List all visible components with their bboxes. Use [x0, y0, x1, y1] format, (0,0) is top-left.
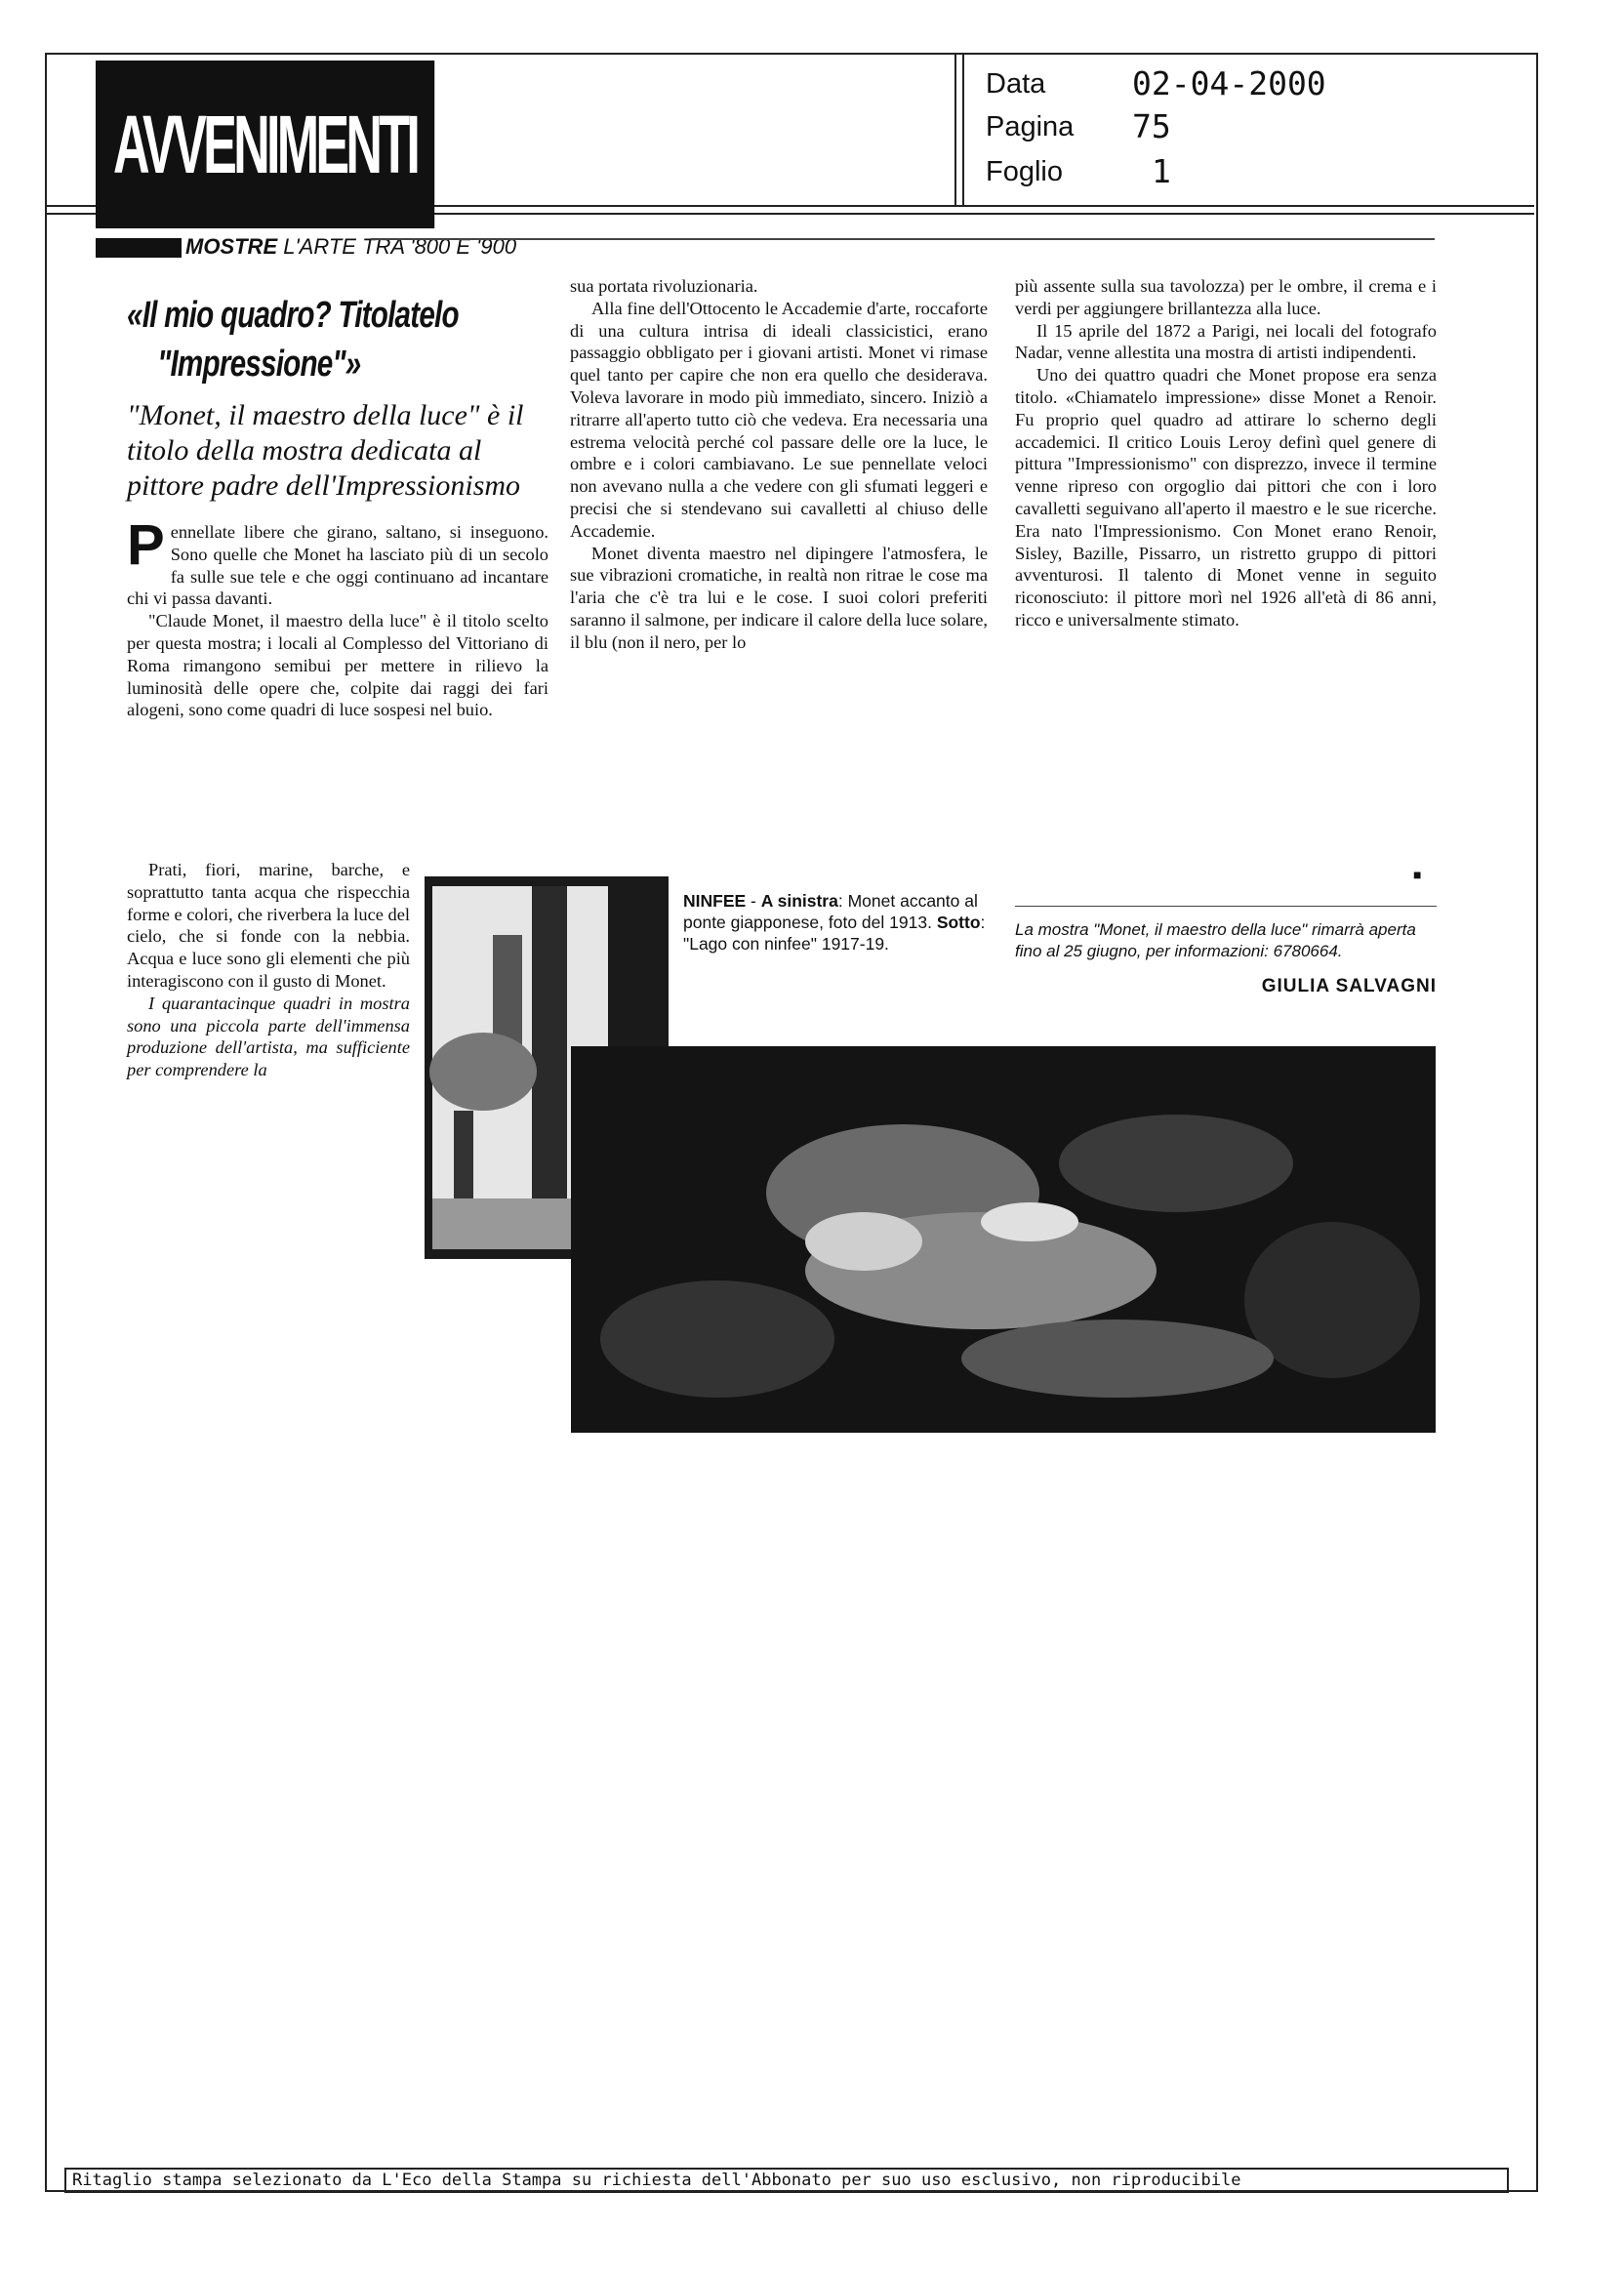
col1-paragraph-4: I quarantacinque quadri in mostra sono una piccola parte dell'immensa produzione dell'artista, ma sufficiente per comprendere la: [127, 993, 410, 1080]
col2-paragraph-0: sua portata rivoluzionaria.: [570, 276, 758, 296]
headline-line-1: «Il mio quadro? Titolatelo: [127, 295, 459, 336]
col1-paragraph-1: [127, 513, 548, 610]
masthead-logo: AVVENIMENTI: [96, 61, 434, 228]
caption-text-1: : Monet accanto al ponte giapponese, foto del 1913.: [683, 891, 978, 932]
author-byline: GIULIA SALVAGNI: [1261, 976, 1437, 996]
col1-p1-text: ennellate libere che girano, saltano, si inseguono. Sono quelle che Monet ha lasciato più di un secolo fa sulle sue tele e che oggi continuano ad incantare chi vi passa davanti.: [127, 522, 548, 609]
col1-paragraph-3: Prati, fiori, marine, barche, e soprattutto tanta acqua che rispecchia forme e colori, che riverbera la luce del cielo, che si fonde con la nebbia. Acqua e luce sono gli elementi che più interagiscono con il gusto di Monet.: [127, 860, 411, 991]
caption-sotto: Sotto: [936, 913, 981, 932]
headline-line-2: "Impressione"»: [157, 344, 361, 385]
kicker-topic: L'ARTE TRA '800 E '900: [283, 234, 517, 259]
column-1-top: [127, 513, 548, 721]
page-value: 75: [1132, 107, 1171, 145]
col3-paragraph-0: più assente sulla sua tavolozza) per le ombre, il crema e i verdi per aggiungere brillantezza alla luce.: [1015, 276, 1437, 318]
subhead: "Monet, il maestro della luce" è il titolo della mostra dedicata al pittore padre dell'Impressionismo: [127, 399, 524, 502]
date-label: Data: [986, 68, 1046, 100]
col2-paragraph-2: Monet diventa maestro nel dipingere l'atmosfera, le sue vibrazioni cromatiche, in realtà non ritrae le cose ma l'aria che c'è tra lui e le cose. I suoi colori preferiti saranno il salmone, per indicare il calore della luce solare, il blu (non il nero, per lo: [570, 543, 988, 652]
column-2: [570, 275, 988, 654]
end-mark-icon: ■: [1413, 869, 1422, 883]
col3-paragraph-2: Uno dei quattro quadri che Monet propose era senza titolo. «Chiamatelo impressione» disse Monet a Renoir. Fu proprio quel quadro ad attirare lo scherno degli accademici. Il critico Louis Leroy definì quel genere di pittura "Impressionismo" con disprezzo, invece il termine venne ripreso con orgoglio dai pittori che con i loro cavalletti seguivano all'aperto il maestro e le sue ricerche. Era nato l'Impressionismo. Con Monet erano Renoir, Sisley, Bazille, Pissarro, un ristretto gruppo di pittori avventurosi. Il talento di Monet venne in seguito riconosciuto: il pittore morì nel 1926 all'età di 86 anni, ricco e universalmente stimato.: [1015, 365, 1437, 629]
column-3: [1015, 275, 1437, 631]
photo-lago-con-ninfee: [571, 1046, 1436, 1433]
col2-paragraph-1: Alla fine dell'Ottocento le Accademie d'arte, roccaforte di una cultura intrisa di ideali classicistici, erano passaggio obbligato per i giovani artisti. Monet vi rimase quel tanto per capire che non era quello che desiderava. Voleva lavorare in modo più immediato, sincero. Iniziò a ritrarre all'aperto tutto ciò che vedeva. Era necessaria una estrema velocità perché col passare delle ore la luce, le ombre e i colori cambiavano. Le sue pennellate veloci non avevano nulla a che vedere con gli sfumati leggeri e precisi che si stendevano sui cavalletti al chiuso delle Accademie.: [570, 298, 988, 541]
kicker-section: MOSTRE: [185, 234, 278, 259]
caption-text-2: : "Lago con ninfee" 1917-19.: [683, 913, 986, 954]
date-value: 02-04-2000: [1132, 64, 1326, 102]
meta-box-divider: [954, 53, 956, 205]
kicker-bar: [96, 238, 182, 258]
column-1-bottom: [127, 859, 410, 1081]
exhibition-note: La mostra "Monet, il maestro della luce" rimarrà aperta fino al 25 giugno, per informazioni: 6780664.: [1015, 920, 1416, 960]
top-rule: [371, 238, 1435, 240]
sheet-value: 1: [1152, 152, 1171, 190]
col1-paragraph-2: "Claude Monet, il maestro della luce" è il titolo scelto per questa mostra; i locali al Complesso del Vittoriano di Roma rimangono semibui per mettere in rilievo la luminosità delle opere che, colpite dai raggi dei fari alogeni, sono come quadri di luce sospesi nel buio.: [127, 611, 548, 720]
col3-paragraph-1: Il 15 aprile del 1872 a Parigi, nei locali del fotografo Nadar, venne allestita una mostra di artisti indipendenti.: [1015, 320, 1437, 363]
drop-cap: P: [127, 513, 165, 577]
meta-box-divider-2: [962, 53, 964, 205]
headline: [127, 291, 553, 388]
caption-a-sinistra: A sinistra: [760, 891, 838, 911]
note-rule: [1015, 906, 1437, 907]
sheet-label: Foglio: [986, 156, 1063, 187]
clipping-footer: Ritaglio stampa selezionato da L'Eco della Stampa su richiesta dell'Abbonato per suo uso esclusivo, non riproducibile: [64, 2168, 1509, 2193]
photo-caption: NINFEE - A sinistra: Monet accanto al ponte giapponese, foto del 1913. Sotto: "Lago con ninfee" 1917-19.: [683, 891, 986, 954]
caption-label: NINFEE: [683, 891, 747, 911]
page-label: Pagina: [986, 111, 1075, 142]
